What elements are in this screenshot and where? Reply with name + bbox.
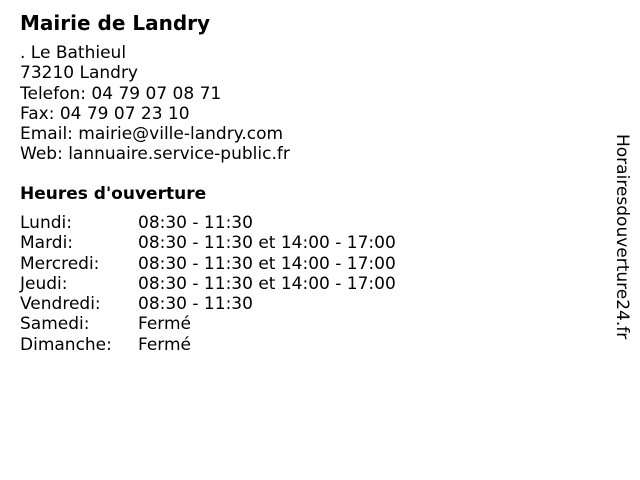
hours-row	[20, 254, 396, 274]
day-hours: 08:30 - 11:30	[138, 294, 253, 315]
day-hours: 08:30 - 11:30	[138, 213, 253, 233]
day-label: Dimanche:	[20, 334, 112, 355]
day-hours: 08:30 - 11:30 et 14:00 - 17:00	[138, 233, 396, 254]
hours-row	[20, 274, 396, 294]
hours-row	[20, 233, 396, 253]
web-line: Web: lannuaire.service-public.fr	[20, 144, 290, 165]
site-watermark: Horairesdouverture24.fr	[612, 134, 632, 340]
city-line: 73210 Landry	[20, 63, 138, 84]
address-block	[20, 43, 290, 165]
hours-table	[20, 213, 396, 355]
fax-line: Fax: 04 79 07 23 10	[20, 103, 190, 124]
day-label: Lundi:	[20, 213, 72, 233]
day-label: Vendredi:	[20, 294, 101, 315]
day-hours: 08:30 - 11:30 et 14:00 - 17:00	[138, 253, 396, 274]
street-line: . Le Bathieul	[20, 43, 127, 63]
day-label: Mercredi:	[20, 253, 100, 274]
hours-row	[20, 213, 396, 233]
day-hours: Fermé	[138, 314, 192, 335]
day-hours: Fermé	[138, 334, 192, 355]
day-label: Jeudi:	[20, 273, 68, 294]
hours-row	[20, 294, 396, 314]
day-label: Mardi:	[20, 233, 74, 254]
day-hours: 08:30 - 11:30 et 14:00 - 17:00	[138, 273, 396, 294]
email-line: Email: mairie@ville-landry.com	[20, 124, 284, 145]
phone-line: Telefon: 04 79 07 08 71	[20, 83, 222, 104]
hours-row	[20, 314, 396, 334]
hours-row	[20, 335, 396, 355]
page-title: Mairie de Landry	[20, 11, 211, 35]
day-label: Samedi:	[20, 314, 90, 335]
hours-heading: Heures d'ouverture	[20, 184, 207, 204]
